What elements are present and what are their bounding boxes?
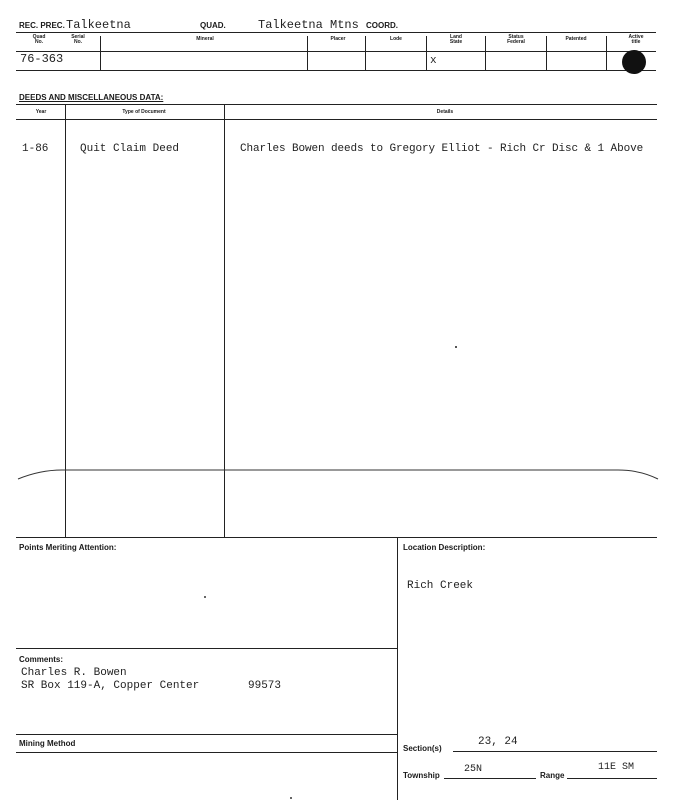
comments-label: Comments: xyxy=(19,655,64,664)
location-description-value: Rich Creek xyxy=(407,580,474,592)
col-placer: Placer xyxy=(330,36,346,42)
column-header-rule xyxy=(16,51,656,52)
record-row-rule xyxy=(16,70,656,71)
col-details: Details xyxy=(436,109,454,115)
comments-line1: Charles R. Bowen xyxy=(21,667,127,679)
mining-method-label: Mining Method xyxy=(19,739,76,748)
speck xyxy=(455,346,457,348)
col-serial-no: Serial No. xyxy=(71,34,85,45)
quad-value: Talkeetna Mtns xyxy=(258,18,359,32)
col-active-title: Active title xyxy=(628,34,644,45)
deed-type: Quit Claim Deed xyxy=(80,143,180,155)
rec-prec-label: REC. PREC. xyxy=(19,21,65,30)
deed-year: 1-86 xyxy=(22,143,49,155)
section-label: Section(s) xyxy=(403,744,442,753)
deeds-section-title: DEEDS AND MISCELLANEOUS DATA: xyxy=(19,93,164,102)
points-meriting-label: Points Meriting Attention: xyxy=(19,543,117,552)
page-fold-line xyxy=(0,462,678,486)
col-mineral: Mineral xyxy=(196,36,214,42)
deed-details: Charles Bowen deeds to Gregory Elliot - Rich Cr Disc & 1 Above xyxy=(240,143,644,155)
township-value: 25N xyxy=(464,764,483,775)
speck xyxy=(290,797,292,799)
col-land-state: Land State xyxy=(449,34,463,45)
quad-label: QUAD. xyxy=(200,21,226,30)
col-year: Year xyxy=(35,109,47,115)
col-type-of-document: Type of Document xyxy=(122,109,166,115)
comments-zip: 99573 xyxy=(248,680,282,692)
col-status-federal: Status Federal xyxy=(507,34,525,45)
land-state-mark: x xyxy=(430,55,437,67)
rec-prec-value: Talkeetna xyxy=(66,18,131,32)
range-label: Range xyxy=(540,771,565,780)
section-value: 23, 24 xyxy=(478,736,518,748)
record-number: 76-363 xyxy=(20,52,64,66)
header-rule xyxy=(16,32,656,33)
col-quad-no: Quad No. xyxy=(32,34,46,45)
comments-address: SR Box 119-A, Copper Center xyxy=(21,680,200,692)
active-title-hole-punch xyxy=(622,50,646,74)
township-label: Township xyxy=(403,771,440,780)
col-patented: Patented xyxy=(565,36,587,42)
col-lode: Lode xyxy=(390,36,402,42)
coord-label: COORD. xyxy=(366,21,398,30)
range-value: 11E SM xyxy=(598,762,635,773)
location-description-label: Location Description: xyxy=(403,543,486,552)
speck xyxy=(204,596,206,598)
